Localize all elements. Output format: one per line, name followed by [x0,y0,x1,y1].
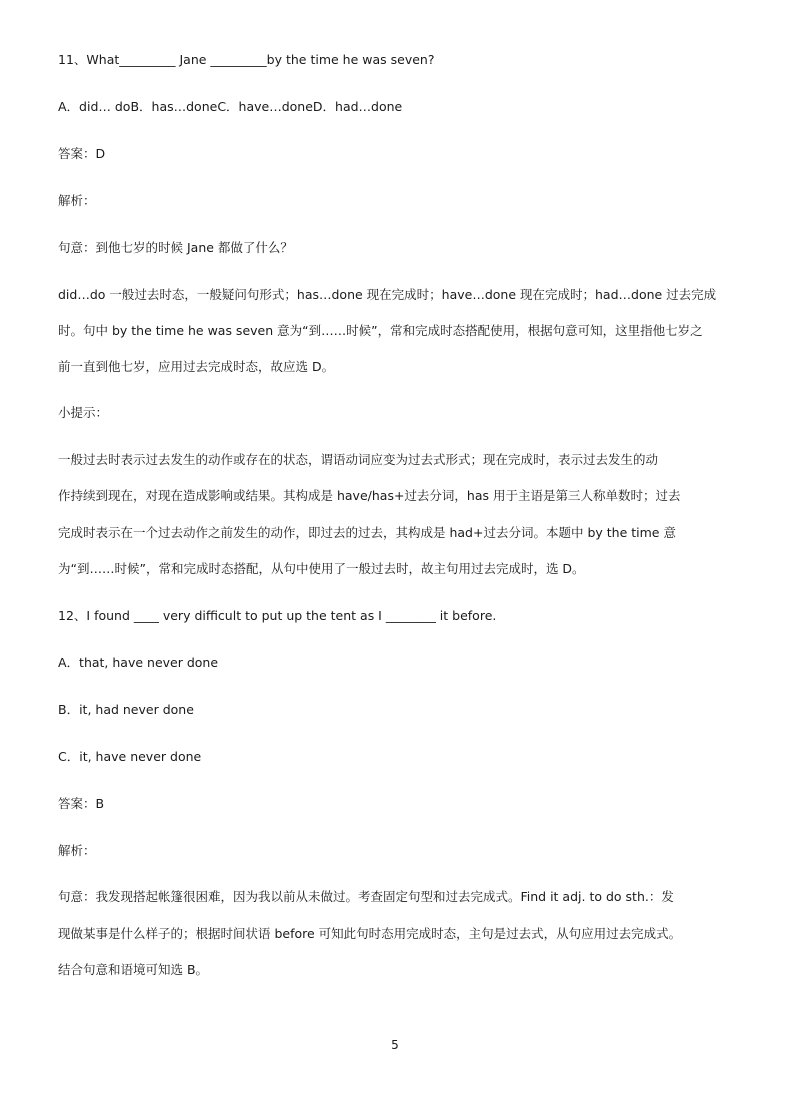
question-12-explanation-line: 结合句意和语境可知选 B。 [58,962,209,977]
question-12-option-c: C．it, have never done [58,749,202,764]
question-11-tip-line: 作持续到现在，对现在造成影响或结果。其构成是 have/has+过去分词，has 用于主语是第三人称单数时；过去 [58,488,681,503]
question-12-analysis-label: 解析： [58,843,96,858]
question-11-tip-line: 一般过去时表示过去发生的动作或存在的状态，谓语动词应变为过去式形式；现在完成时，表示过去发生的动 [58,452,659,467]
question-11-tip-label: 小提示： [58,405,109,420]
question-11-explanation-line: 时。句中 by the time he was seven 意为“到……时候”，常和完成时态搭配使用，根据句意可知，这里指他七岁之 [58,323,703,338]
question-11-text: 11、What_________ Jane _________by the time he was seven? [58,52,435,67]
question-11-explanation-line: 前一直到他七岁，应用过去完成时态，故应选 D。 [58,359,335,374]
question-12-explanation-line: 现做某事是什么样子的；根据时间状语 before 可知此句时态用完成时态，主句是过去式，从句应用过去完成式。 [58,926,682,941]
question-11-answer: 答案：D [58,146,106,161]
question-11-meaning: 句意：到他七岁的时候 Jane 都做了什么？ [58,240,293,255]
question-11-tip-line: 完成时表示在一个过去动作之前发生的动作，即过去的过去，其构成是 had+过去分词。本题中 by the time 意 [58,525,676,540]
question-11-analysis-label: 解析： [58,193,96,208]
question-11-tip-line: 为“到……时候”，常和完成时态搭配，从句中使用了一般过去时，故主句用过去完成时，选 D。 [58,561,585,576]
question-12-option-a: A．that, have never done [58,655,219,670]
question-12-text: 12、I found ____ very difficult to put up the tent as I ________ it before. [58,608,497,623]
question-11-options: A．did… doB．has…doneC．have…doneD．had…done [58,99,403,114]
question-11-explanation-line: did…do 一般过去时态，一般疑问句形式；has…done 现在完成时；have…done 现在完成时；had…done 过去完成 [58,287,717,302]
question-12-answer: 答案：B [58,796,105,811]
question-12-explanation-line: 句意：我发现搭起帐篷很困难，因为我以前从未做过。考查固定句型和过去完成式。Find it adj. to do sth.：发 [58,889,674,904]
question-12-option-b: B．it, had never done [58,702,194,717]
page-number: 5 [391,1038,399,1052]
